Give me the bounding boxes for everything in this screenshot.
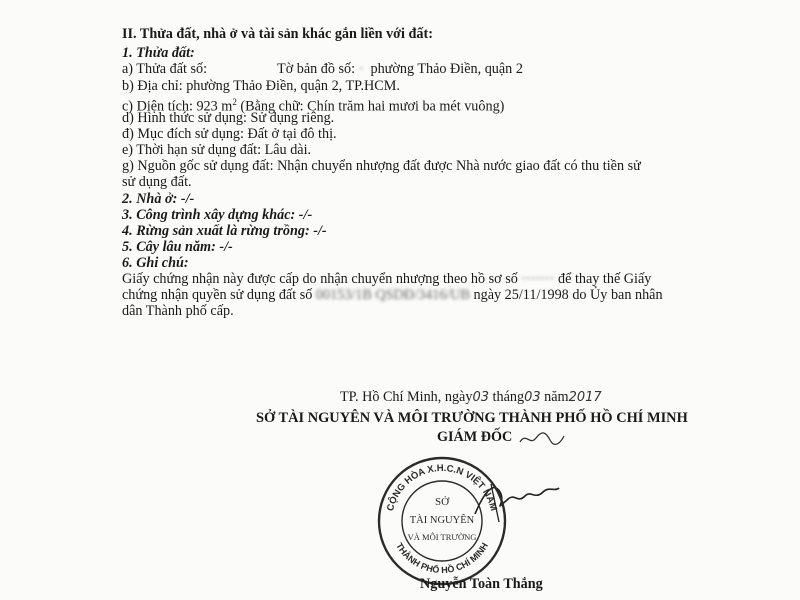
- seal-center-2: TÀI NGUYÊN: [409, 515, 475, 526]
- house-line: 2. Nhà ở: -/-: [122, 191, 195, 207]
- forest-line: 4. Rừng sản xuất là rừng trồng: -/-: [122, 223, 327, 239]
- notes-line-1: [122, 271, 651, 287]
- land-parcel-line: [122, 61, 523, 77]
- section-heading: II. Thửa đất, nhà ở và tài sản khác gắn liền với đất:: [122, 26, 433, 42]
- year-label: năm: [544, 389, 569, 405]
- place-date-prefix: TP. Hồ Chí Minh, ngày: [340, 389, 473, 405]
- land-heading: 1. Thửa đất:: [122, 45, 195, 61]
- usage-form-line: d) Hình thức sử dụng: Sử dụng riêng.: [122, 110, 335, 126]
- month-label: tháng: [492, 389, 525, 405]
- place-date-line: [340, 389, 602, 406]
- notes-line-2: [122, 287, 663, 303]
- notes-heading: 6. Ghi chú:: [122, 255, 189, 271]
- handwritten-day: 03: [472, 390, 489, 405]
- handwritten-month: 03: [524, 390, 541, 405]
- handwritten-year: 2017: [568, 390, 602, 405]
- parcel-ward: phường Thảo Điền, quận 2: [370, 61, 523, 77]
- redacted-certificate-number: 00153/1B QSDĐ/3416/UB: [315, 287, 470, 303]
- director-initial-signature: [518, 428, 566, 448]
- redacted-file-number: ·······: [521, 271, 555, 287]
- area-value: c) Diện tích: 923 m: [122, 98, 233, 115]
- issuing-department: SỞ TÀI NGUYÊN VÀ MÔI TRƯỜNG THÀNH PHỐ HỒ CHÍ MINH: [256, 410, 688, 426]
- land-origin-line: g) Nguồn gốc sử dụng đất: Nhận chuyển nhượng đất được Nhà nước giao đất có thu tiền sử: [122, 158, 641, 174]
- signer-name: Nguyễn Toàn Thắng: [420, 576, 543, 592]
- seal-center-1: SỞ: [434, 496, 450, 508]
- usage-purpose-line: đ) Mục đích sử dụng: Đất ở tại đô thị.: [122, 126, 337, 142]
- seal-ring-bottom-text: THÀNH PHỐ HỒ CHÍ MINH: [394, 540, 490, 576]
- seal-ring-text: CỘNG HÒA X.H.C.N VIỆT NAM: [385, 462, 499, 513]
- map-sheet-label: Tờ bản đồ số:: [277, 61, 356, 77]
- land-origin-line-2: sử dụng đất.: [122, 174, 192, 190]
- seal-center-3: VÀ MÔI TRƯỜNG: [407, 532, 477, 542]
- trees-line: 5. Cây lâu năm: -/-: [122, 239, 233, 255]
- construction-line: 3. Công trình xây dựng khác: -/-: [122, 207, 313, 223]
- notes-text-1: Giấy chứng nhận này được cấp do nhận chuyển nhượng theo hồ sơ số: [122, 271, 518, 287]
- signatory-title: GIÁM ĐỐC: [437, 429, 513, 445]
- usage-term-line: e) Thời hạn sử dụng đất: Lâu dài.: [122, 142, 312, 158]
- parcel-number-label: a) Thửa đất số:: [122, 61, 208, 77]
- address-line: b) Địa chỉ: phường Thảo Điền, quận 2, TP.HCM.: [122, 78, 400, 94]
- official-seal: [376, 455, 508, 587]
- notes-text-2: chứng nhận quyền sử dụng đất số: [122, 287, 313, 303]
- notes-line-3: dân Thành phố cấp.: [122, 303, 234, 319]
- redacted-map-number: ·: [355, 61, 367, 77]
- notes-text-1b: để thay thế Giấy: [558, 271, 652, 287]
- area-in-words: (Bằng chữ: Chín trăm hai mươi ba mét vuông): [236, 98, 505, 115]
- svg-text:THÀNH PHỐ HỒ CHÍ MINH: [394, 541, 490, 575]
- notes-text-2b: ngày 25/11/1998 do Ủy ban nhân: [473, 287, 663, 303]
- area-unit-exponent: 2: [232, 97, 237, 107]
